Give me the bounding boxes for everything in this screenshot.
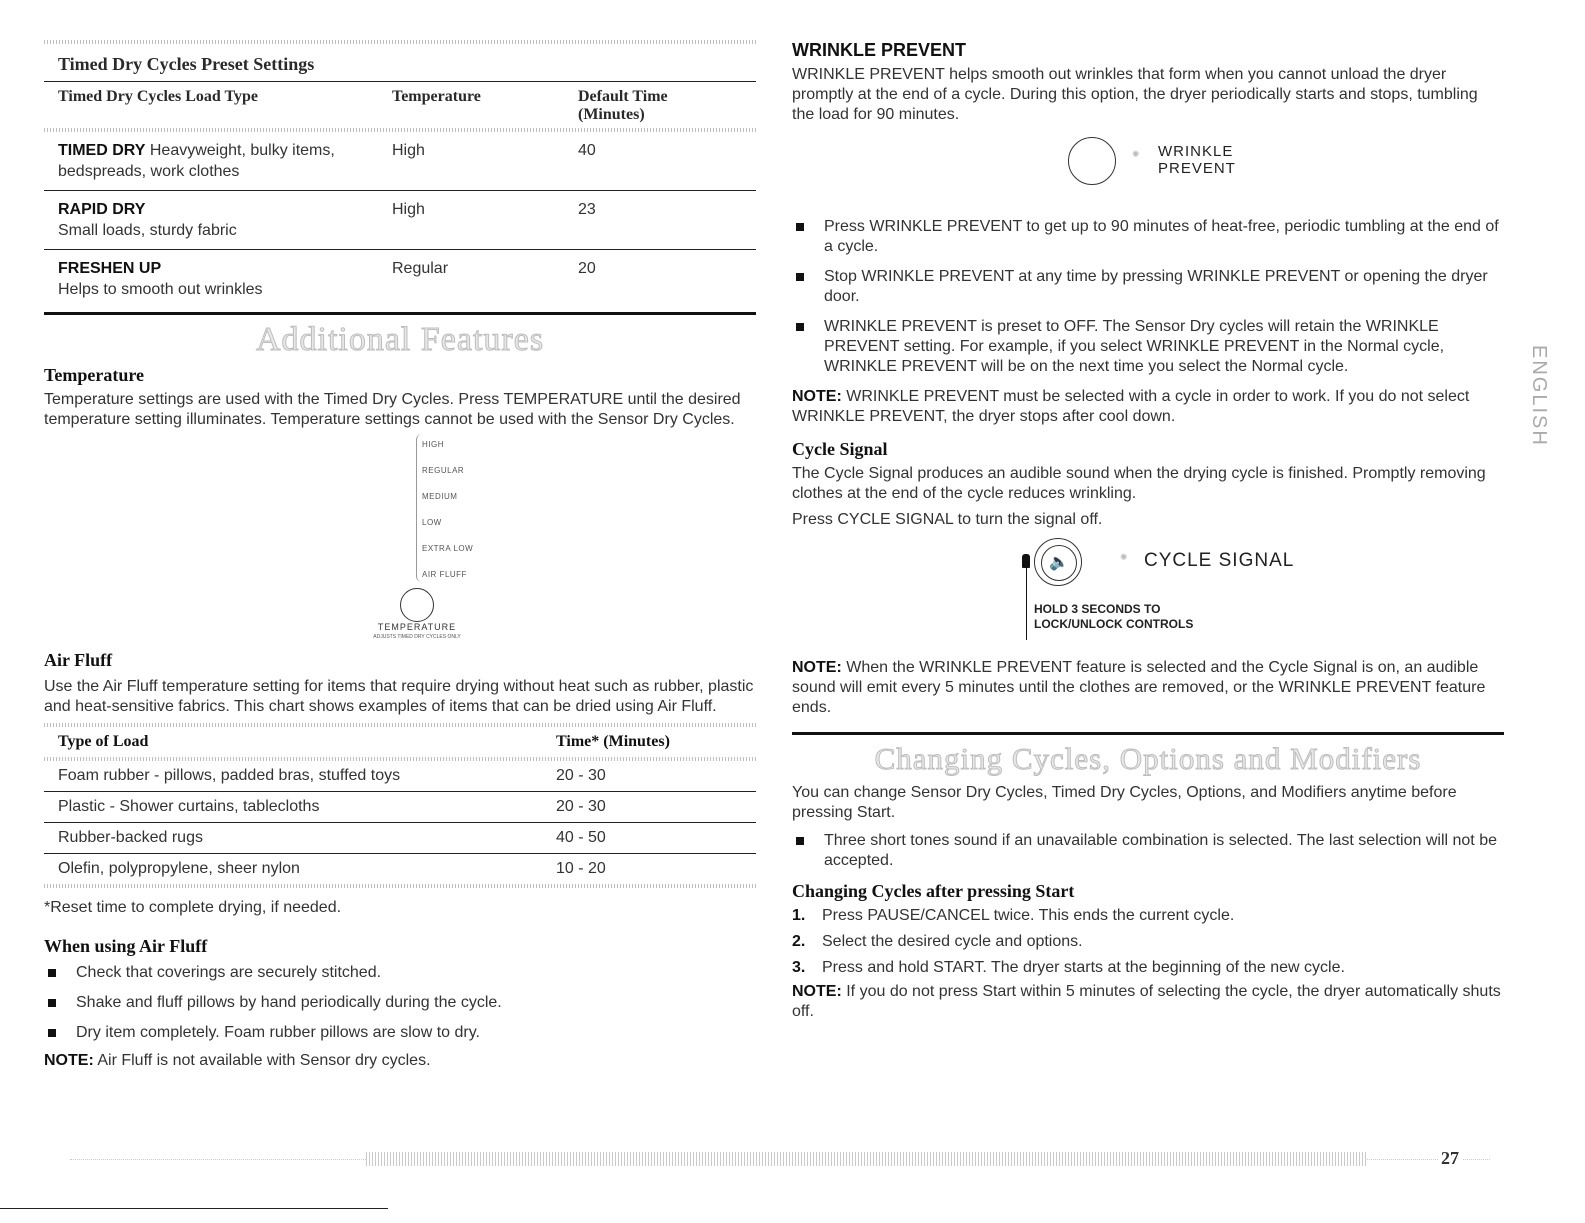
cycle-signal-note: NOTE: When the WRINKLE PREVENT feature is selected and the Cycle Signal is on, an audible sound will emit every 5 minutes until the clothes are removed, or the WRINKLE PREVENT feature ends. <box>792 659 1486 716</box>
list-item: Shake and fluff pillows by hand periodically during the cycle. <box>44 993 756 1013</box>
col-header-default-time: Default Time (Minutes) <box>578 88 668 123</box>
lock-caption: HOLD 3 SECONDS TO LOCK/UNLOCK CONTROLS <box>1034 602 1194 631</box>
knob-sublabel: ADJUSTS TIMED DRY CYCLES ONLY <box>373 634 461 640</box>
load-table-header: Type of Load Time* (Minutes) <box>58 733 670 750</box>
left-column <box>44 40 756 1071</box>
cycle-signal-button <box>1034 538 1082 586</box>
air-fluff-heading: Air Fluff <box>44 650 113 670</box>
preset-table-header <box>44 82 756 128</box>
list-item: WRINKLE PREVENT is preset to OFF. The Sensor Dry cycles will retain the WRINKLE PREVENT setting. For example, if you select WRINKLE PREVENT in the Normal cycle, WRINKLE PREVENT will be on the next time you select the Normal cycle. <box>792 317 1504 377</box>
lock-icon <box>1022 554 1030 568</box>
air-fluff-note: NOTE: Air Fluff is not available with Sensor dry cycles. <box>44 1052 431 1069</box>
cycle-signal-heading: Cycle Signal <box>792 439 888 459</box>
cycle-signal-label: CYCLE SIGNAL <box>1144 550 1295 571</box>
indicator-light-icon: ✺ <box>1120 552 1128 562</box>
list-item: Dry item completely. Foam rubber pillows are slow to dry. <box>44 1023 756 1043</box>
list-item: Press WRINKLE PREVENT to get up to 90 minutes of heat-free, periodic tumbling at the end of a cycle. <box>792 217 1504 257</box>
wrinkle-heading: WRINKLE PREVENT <box>792 40 967 60</box>
wrinkle-body: WRINKLE PREVENT helps smooth out wrinkles that form when you cannot unload the dryer promptly at the end of a cycle. During this option, the dryer periodically starts and stops, tumbling the load for 90 minutes. <box>792 66 1478 123</box>
list-item: Check that coverings are securely stitched. <box>44 963 756 983</box>
page-number: 27 <box>1438 1148 1462 1169</box>
col-header-load-type: Timed Dry Cycles Load Type <box>58 88 259 105</box>
col-header-temperature: Temperature <box>392 88 481 105</box>
wrinkle-button-diagram <box>792 125 1504 217</box>
temp-option: AIR FLUFF <box>422 570 467 579</box>
footnote: *Reset time to complete drying, if needed. <box>44 899 342 916</box>
table-row: Plastic - Shower curtains, tablecloths 20 - 30 <box>58 798 606 815</box>
list-item: 2. Select the desired cycle and options. <box>792 933 1083 950</box>
air-fluff-body: Use the Air Fluff temperature setting for items that require drying without heat such as rubber, plastic and heat-sensitive fabrics. This chart shows examples of items that can be dried using Air Fluff. <box>44 678 754 715</box>
preset-table-title: Timed Dry Cycles Preset Settings <box>58 54 315 74</box>
footer-band <box>70 1152 1490 1166</box>
list-item: 1. Press PAUSE/CANCEL twice. This ends the current cycle. <box>792 907 1235 924</box>
temperature-knob-icon <box>400 588 434 622</box>
temp-option: EXTRA LOW <box>422 544 474 553</box>
table-row: Foam rubber - pillows, padded bras, stuffed toys 20 - 30 <box>58 767 606 784</box>
list-item: 3. Press and hold START. The dryer starts at the beginning of the new cycle. <box>792 959 1345 976</box>
table-row: RAPID DRY Small loads, sturdy fabric High 23 <box>58 201 596 239</box>
indicator-light-icon: ✺ <box>1132 149 1140 159</box>
temperature-control-diagram <box>44 430 756 650</box>
cycle-signal-body: The Cycle Signal produces an audible sound when the drying cycle is finished. Promptly removing clothes at the end of the cycle reduces wrinkling. <box>792 465 1486 502</box>
temp-option: REGULAR <box>422 466 465 475</box>
list-item: Three short tones sound if an unavailable combination is selected. The last selection will not be accepted. <box>792 831 1504 871</box>
changing-intro: You can change Sensor Dry Cycles, Timed Dry Cycles, Options, and Modifiers anytime before pressing Start. <box>792 784 1457 821</box>
wrinkle-button-icon <box>1068 137 1116 185</box>
wrinkle-note: NOTE: WRINKLE PREVENT must be selected with a cycle in order to work. If you do not select WRINKLE PREVENT, the dryer stops after cool down. <box>792 388 1470 425</box>
temp-option: HIGH <box>422 440 444 449</box>
knob-label: TEMPERATURE <box>377 622 457 632</box>
table-row: Rubber-backed rugs 40 - 50 <box>58 829 606 846</box>
language-tab: ENGLISH <box>1528 345 1550 447</box>
table-row: Olefin, polypropylene, sheer nylon 10 - 20 <box>58 860 606 877</box>
cycle-signal-instruction: Press CYCLE SIGNAL to turn the signal off. <box>792 511 1103 528</box>
cycle-signal-diagram <box>792 530 1504 658</box>
temperature-body: Temperature settings are used with the Timed Dry Cycles. Press TEMPERATURE until the desired temperature setting illuminates. Temperature settings cannot be used with the Sensor Dry Cycles. <box>44 391 741 428</box>
section-heading: Changing Cycles, Options and Modifiers <box>874 741 1422 776</box>
table-row: FRESHEN UP Helps to smooth out wrinkles Regular 20 <box>58 260 596 298</box>
right-column <box>792 40 1504 1022</box>
temp-option: MEDIUM <box>422 492 458 501</box>
changing-subheading: Changing Cycles after pressing Start <box>792 881 1075 901</box>
list-item: Stop WRINKLE PREVENT at any time by pressing WRINKLE PREVENT or opening the dryer door. <box>792 267 1504 307</box>
changing-note: NOTE: If you do not press Start within 5 minutes of selecting the cycle, the dryer automatically shuts off. <box>792 983 1501 1020</box>
temperature-heading: Temperature <box>44 365 144 385</box>
section-heading: Additional Features <box>255 321 545 358</box>
speaker-icon: 🔈 <box>1041 545 1077 581</box>
table-row: TIMED DRY Heavyweight, bulky items, bedspreads, work clothes High 40 <box>58 142 596 180</box>
divider <box>0 1208 388 1209</box>
load-table <box>44 723 756 888</box>
when-using-heading: When using Air Fluff <box>44 936 208 956</box>
wrinkle-button-label: WRINKLE PREVENT <box>1158 143 1236 177</box>
temp-option: LOW <box>422 518 442 527</box>
